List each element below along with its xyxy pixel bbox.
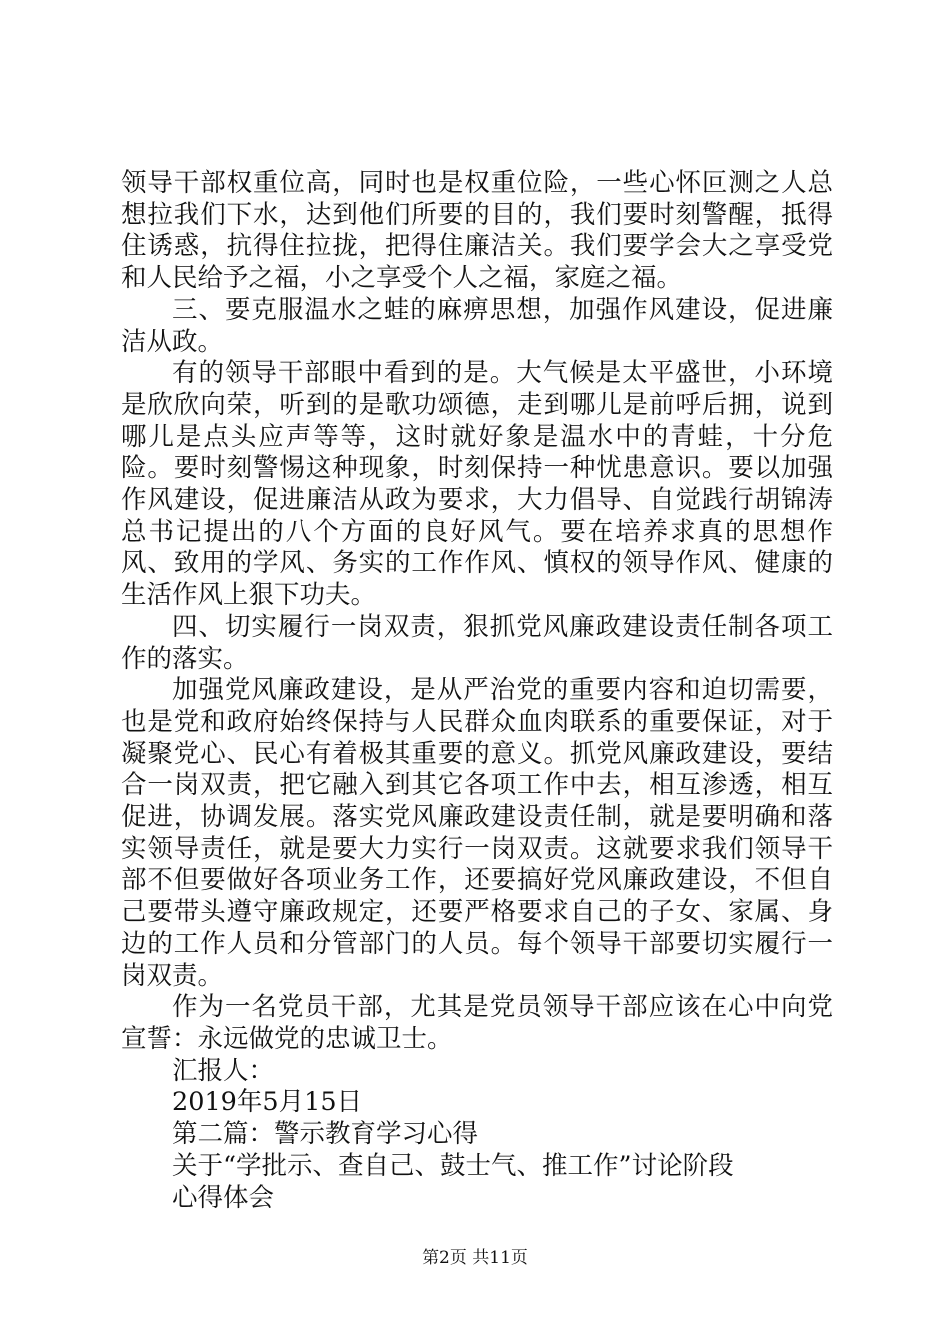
subtitle-line-2: 心得体会 [172, 1182, 275, 1213]
report-date: 2019年5月15日 [172, 1087, 363, 1118]
paragraph-continued: 领导干部权重位高，同时也是权重位险，一些心怀叵测之人总想拉我们下水，达到他们所要的目的，我们要时刻警醒，抵得住诱惑，抗得住拉拢，把得住廉洁关。我们要学会大之享受党和人民给予之福，小之享受个人之福，家庭之福。 [121, 168, 833, 294]
reporter-label: 汇报人： [172, 1055, 275, 1086]
paragraph: 加强党风廉政建设，是从严治党的重要内容和迫切需要，也是党和政府始终保持与人民群众血肉联系的重要保证，对于凝聚党心、民心有着极其重要的意义。抓党风廉政建设，要结合一岗双责，把它融入到其它各项工作中去，相互渗透，相互促进，协调发展。落实党风廉政建设责任制，就是要明确和落实领导责任，就是要大力实行一岗双责。这就要求我们领导干部不但要做好各项业务工作，还要搞好党风廉政建设，不但自己要带头遵守廉政规定，还要严格要求自己的子女、家属、身边的工作人员和分管部门的人员。每个领导干部要切实履行一岗双责。 [121, 675, 833, 991]
chapter-title: 第二篇：警示教育学习心得 [172, 1119, 479, 1150]
page-number-label: 第2页 共11页 [422, 1248, 528, 1268]
page-footer [0, 1248, 950, 1268]
section-heading-four: 四、切实履行一岗双责，狠抓党风廉政建设责任制各项工作的落实。 [121, 611, 833, 674]
section-heading-three: 三、要克服温水之蛙的麻痹思想，加强作风建设，促进廉洁从政。 [121, 294, 833, 357]
closing-paragraph: 作为一名党员干部，尤其是党员领导干部应该在心中向党宣誓：永远做党的忠诚卫士。 [121, 992, 833, 1054]
document-body [121, 168, 833, 1214]
paragraph: 有的领导干部眼中看到的是。大气候是太平盛世，小环境是欣欣向荣，听到的是歌功颂德，走到哪儿是前呼后拥，说到哪儿是点头应声等等，这时就好象是温水中的青蛙，十分危险。要时刻警惕这种现象，时刻保持一种忧患意识。要以加强作风建设，促进廉洁从政为要求，大力倡导、自觉践行胡锦涛总书记提出的八个方面的良好风气。要在培养求真的思想作风、致用的学风、务实的工作作风、慎权的领导作风、健康的生活作风上狠下功夫。 [121, 358, 833, 611]
subtitle-line-1: 关于“学批示、查自己、鼓士气、推工作”讨论阶段 [172, 1150, 734, 1181]
